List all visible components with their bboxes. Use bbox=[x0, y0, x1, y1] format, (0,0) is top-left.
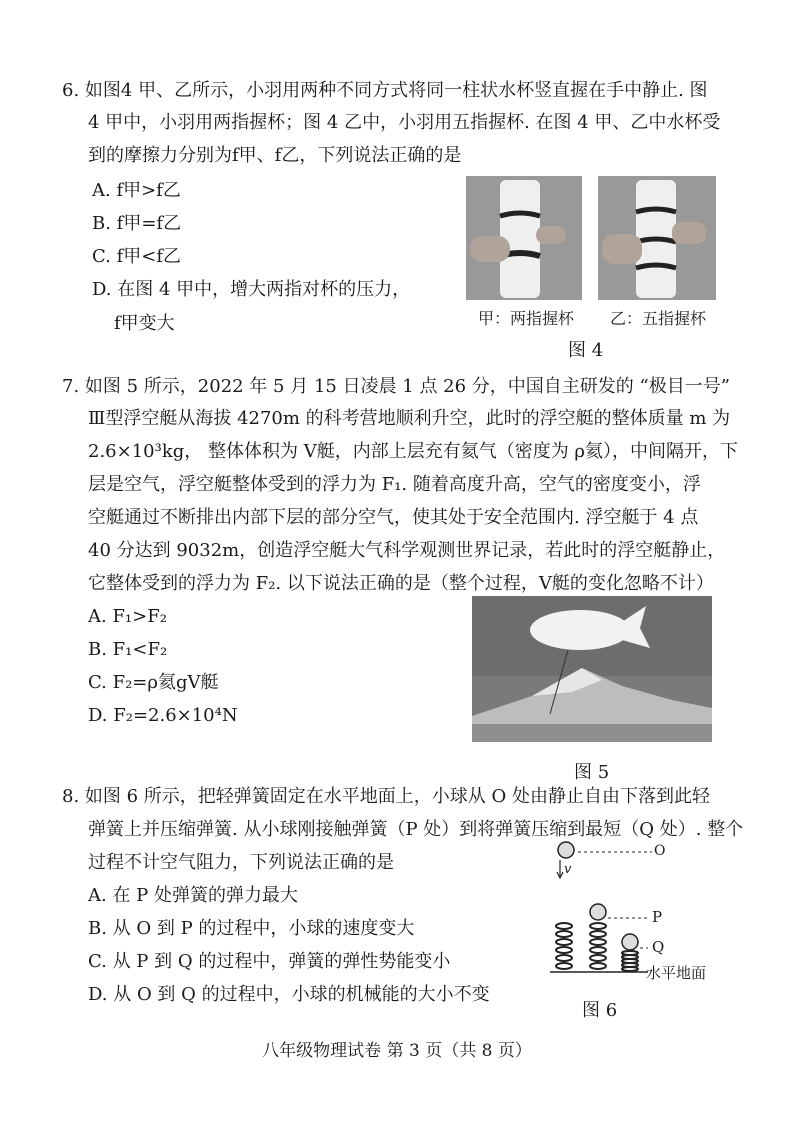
q7-line-7: 它整体受到的浮力为 F₂. 以下说法正确的是（整个过程，V艇的变化忽略不计） bbox=[88, 573, 714, 594]
q6-option-a: A. f甲>f乙 bbox=[92, 180, 181, 201]
figure-4-yi-photo bbox=[598, 176, 716, 300]
q7-line-2: Ⅲ型浮空艇从海拔 4270m 的科考营地顺利升空，此时的浮空艇的整体质量 m 为 bbox=[88, 408, 731, 429]
q6-option-d-line-2: f甲变大 bbox=[114, 313, 175, 334]
figure-6-label-v: v bbox=[564, 862, 572, 877]
q7-line-4: 层是空气，浮空艇整体受到的浮力为 F₁. 随着高度升高，空气的密度变小，浮 bbox=[88, 474, 701, 495]
page-footer: 八年级物理试卷 第 3 页（共 8 页） bbox=[262, 1041, 532, 1061]
figure-5-airship-photo bbox=[472, 596, 712, 742]
figure-4-label: 图 4 bbox=[568, 340, 604, 361]
q7-line-5: 空艇通过不断排出内部下层的部分空气，使其处于安全范围内. 浮空艇于 4 点 bbox=[88, 507, 699, 528]
q6-option-d-line-1: D. 在图 4 甲中，增大两指对杯的压力， bbox=[92, 279, 411, 300]
ball-at-o bbox=[558, 842, 574, 858]
q8-line-1: 8. 如图 6 所示，把轻弹簧固定在水平地面上，小球从 O 处由静止自由下落到此轻 bbox=[62, 786, 710, 807]
figure-6-label: 图 6 bbox=[582, 1000, 618, 1021]
q6-line-3: 到的摩擦力分别为f甲、f乙，下列说法正确的是 bbox=[88, 145, 462, 166]
q7-line-1: 7. 如图 5 所示，2022 年 5 月 15 日凌晨 1 点 26 分，中国自主研发的 “极目一号” bbox=[62, 376, 730, 397]
q8-line-3: 过程不计空气阻力，下列说法正确的是 bbox=[88, 852, 394, 873]
q8-option-a: A. 在 P 处弹簧的弹力最大 bbox=[88, 885, 298, 906]
spring-compressed bbox=[622, 951, 638, 971]
q8-line-2: 弹簧上并压缩弹簧. 从小球刚接触弹簧（P 处）到将弹簧压缩到最短（Q 处）. 整个 bbox=[88, 819, 744, 840]
q7-option-a: A. F₁>F₂ bbox=[88, 606, 167, 627]
spring-relaxed bbox=[556, 923, 572, 969]
figure-5-label: 图 5 bbox=[574, 762, 610, 783]
q7-option-d: D. F₂=2.6×10⁴N bbox=[88, 705, 238, 726]
figure-4-yi-caption: 乙：五指握杯 bbox=[610, 309, 707, 328]
figure-6-label-q: Q bbox=[652, 938, 665, 956]
q8-option-c: C. 从 P 到 Q 的过程中，弹簧的弹性势能变小 bbox=[88, 951, 451, 972]
q7-line-6: 40 分达到 9032m，创造浮空艇大气科学观测世界记录，若此时的浮空艇静止， bbox=[88, 540, 726, 561]
q6-line-2: 4 甲中，小羽用两指握杯；图 4 乙中，小羽用五指握杯. 在图 4 甲、乙中水杯受 bbox=[88, 112, 721, 133]
q7-option-b: B. F₁<F₂ bbox=[88, 639, 168, 660]
figure-6-label-p: P bbox=[652, 908, 663, 926]
spring-at-p bbox=[590, 923, 606, 969]
ball-at-p bbox=[590, 904, 606, 920]
q7-line-3: 2.6×10³kg， 整体体积为 V艇，内部上层充有氦气（密度为 ρ氦），中间隔开，下 bbox=[88, 441, 739, 462]
q6-line-1: 6. 如图4 甲、乙所示，小羽用两种不同方式将同一柱状水杯竖直握在手中静止. 图 bbox=[62, 80, 708, 101]
figure-6-label-o: O bbox=[654, 843, 666, 859]
figure-4-jia-photo bbox=[466, 176, 582, 300]
q6-option-b: B. f甲=f乙 bbox=[92, 213, 182, 234]
ball-at-q bbox=[622, 934, 638, 950]
q8-option-b: B. 从 O 到 P 的过程中，小球的速度变大 bbox=[88, 918, 415, 939]
q6-option-c: C. f甲<f乙 bbox=[92, 246, 181, 267]
q7-option-c: C. F₂=ρ氦gV艇 bbox=[88, 672, 219, 693]
figure-6-ground-label: 水平地面 bbox=[646, 964, 707, 982]
q8-option-d: D. 从 O 到 Q 的过程中，小球的机械能的大小不变 bbox=[88, 984, 490, 1005]
figure-4-jia-caption: 甲：两指握杯 bbox=[478, 309, 575, 328]
